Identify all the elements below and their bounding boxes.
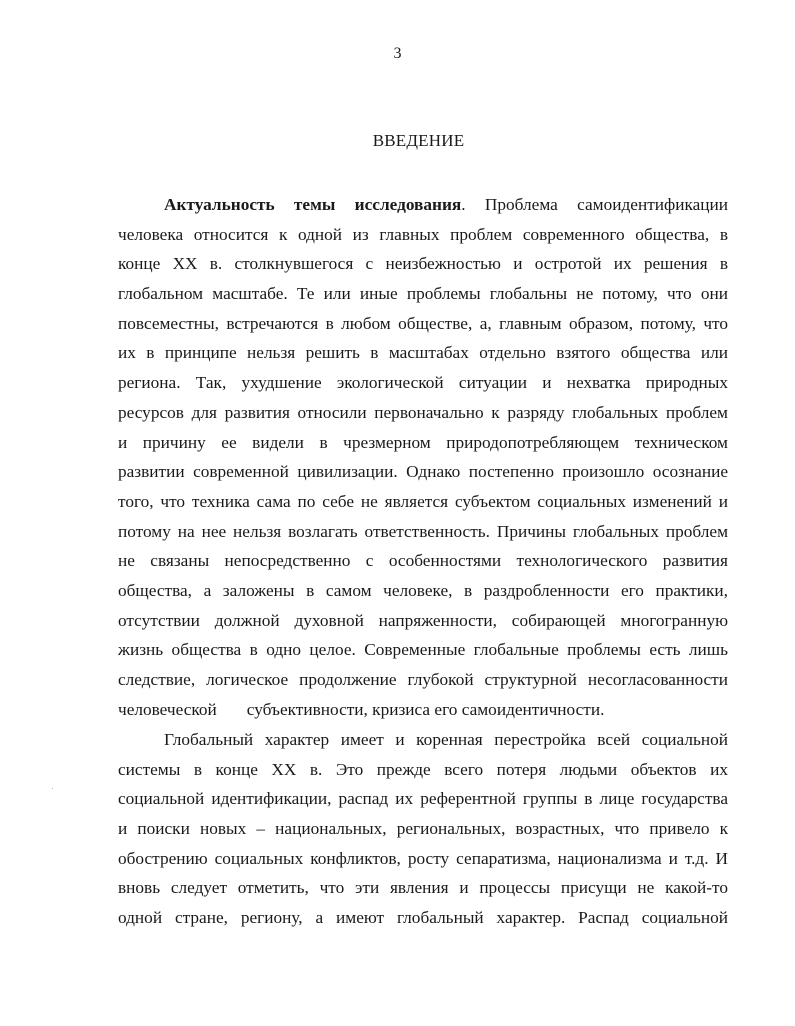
- paragraph-line-rest: Проблема самоидентификации: [465, 195, 728, 214]
- paragraph-line: их в принципе нельзя решить в масштабах отдельно взятого общества или: [118, 343, 728, 363]
- section-heading: ВВЕДЕНИЕ: [372, 131, 465, 150]
- paragraph-line: развитии современной цивилизации. Однако постепенно произошло осознание: [118, 462, 728, 482]
- paragraph-line: региона. Так, ухудшение экологической ситуации и нехватка природных: [118, 373, 728, 393]
- paragraph-line: [118, 190, 728, 220]
- paragraph-lead: Актуальность темы исследования: [164, 195, 462, 214]
- paragraph-line-start: человеческой: [118, 699, 217, 719]
- paragraph-line: того, что техника сама по себе не является субъектом социальных изменений и: [118, 491, 728, 511]
- paragraph-line: следствие, логическое продолжение глубокой структурной несогласованности: [118, 670, 728, 689]
- paragraph-line: человека относится к одной из главных проблем современного общества, в: [118, 224, 728, 244]
- paragraph-line: жизнь общества в одно целое. Современные глобальные проблемы есть лишь: [118, 640, 728, 660]
- paragraph-line: обострению социальных конфликтов, росту сепаратизма, национализма и т.д. И: [118, 848, 728, 868]
- paragraph-line: и поиски новых – национальных, региональных, возрастных, что привело к: [118, 819, 728, 839]
- paragraph-line: и причину ее видели в чрезмерном природопотребляющем техническом: [118, 432, 728, 452]
- paragraph-relevance: [118, 190, 728, 724]
- page-number: 3: [393, 45, 402, 62]
- paragraph-line: конце XX в. столкнувшегося с неизбежностью и остротой их решения в: [118, 254, 728, 274]
- paragraph-line: системы в конце XX в. Это прежде всего потеря людьми объектов их: [118, 759, 728, 779]
- paragraph-line: ресурсов для развития относили первоначально к разряду глобальных проблем: [118, 402, 728, 422]
- paragraph-line: вновь следует отметить, что эти явления и процессы присущи не какой-то: [118, 878, 728, 898]
- paragraph-line: одной стране, региону, а имеют глобальный характер. Распад социальной: [118, 908, 728, 928]
- paragraph-line: не связаны непосредственно с особенностями технологического развития: [118, 551, 728, 571]
- scan-speck: [52, 788, 53, 789]
- paragraph-line: глобальном масштабе. Те или иные проблемы глобальны не потому, что они: [118, 284, 728, 304]
- paragraph-line-end: субъективности, кризиса его самоидентичности.: [246, 699, 605, 719]
- paragraph-global-restructuring: [118, 725, 728, 933]
- paragraph-line: [118, 695, 728, 725]
- paragraph-line: Глобальный характер имеет и коренная перестройка всей социальной: [164, 730, 728, 749]
- paragraph-lead-punct: .: [461, 195, 466, 214]
- paragraph-line: общества, а заложены в самом человеке, в раздробленности его практики,: [118, 580, 728, 600]
- paragraph-line: социальной идентификации, распад их референтной группы в лице государства: [118, 789, 728, 809]
- paragraph-line: отсутствии должной духовной напряженности, собирающей многогранную: [118, 610, 728, 630]
- paragraph-line: повсеместны, встречаются в любом обществе, а, главным образом, потому, что: [118, 313, 728, 333]
- paragraph-line: потому на нее нельзя возлагать ответственность. Причины глобальных проблем: [118, 521, 728, 541]
